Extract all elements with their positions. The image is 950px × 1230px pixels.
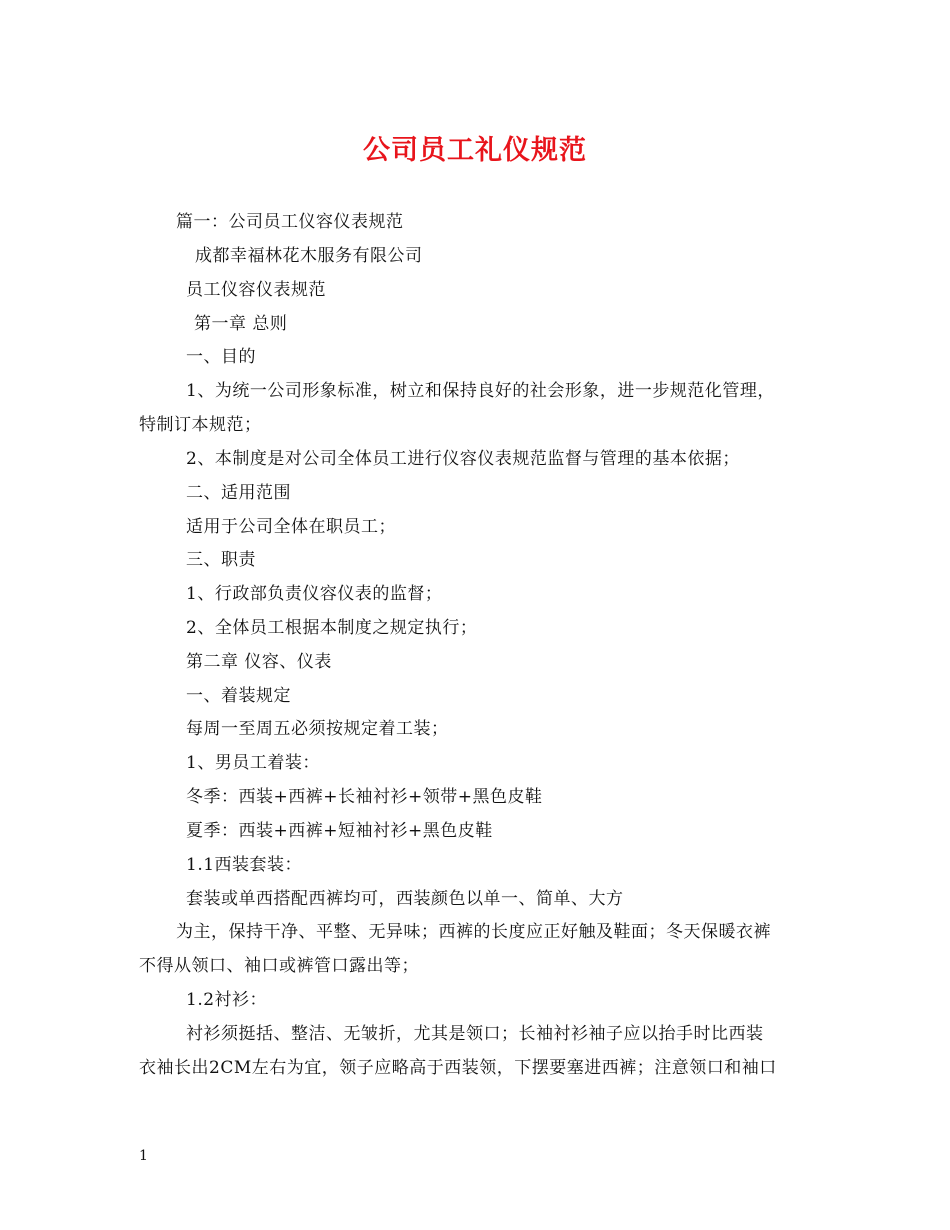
document-title: 公司员工礼仪规范: [363, 135, 587, 166]
text-line: 为主，保持干净、平整、无异味；西裤的长度应正好触及鞋面；冬天保暖衣裤: [176, 922, 771, 942]
text-line: 衣袖长出2CM左右为宜，领子应略高于西装领，下摆要塞进西裤；注意领口和袖口: [139, 1058, 777, 1078]
text-line: 1.2衬衫：: [186, 990, 268, 1010]
text-line: 1.1西装套装：: [186, 855, 303, 875]
text-line: 2、全体员工根据本制度之规定执行；: [186, 618, 478, 638]
text-line: 冬季：西装+西裤+长袖衬衫+领带+黑色皮鞋: [186, 787, 543, 807]
text-line: 不得从领口、袖口或裤管口露出等；: [139, 956, 419, 976]
text-line: 一、目的: [186, 347, 256, 367]
text-line: 员工仪容仪表规范: [186, 280, 326, 300]
text-line: 1、男员工着装：: [186, 753, 320, 773]
text-line: 1、行政部负责仪容仪表的监督；: [186, 584, 443, 604]
text-line: 成都幸福林花木服务有限公司: [195, 246, 423, 266]
text-line: 第二章 仪容、仪表: [186, 652, 332, 672]
text-line: 每周一至周五必须按规定着工装；: [186, 719, 449, 739]
text-line: 衬衫须挺括、整洁、无皱折，尤其是领口；长袖衬衫袖子应以抬手时比西装: [186, 1024, 764, 1044]
text-line: 三、职责: [186, 550, 256, 570]
text-line: 篇一：公司员工仪容仪表规范: [176, 212, 404, 232]
text-line: 适用于公司全体在职员工；: [186, 517, 396, 537]
text-line: 套装或单西搭配西裤均可，西装颜色以单一、简单、大方: [186, 889, 624, 909]
text-line: 夏季：西装+西裤+短袖衬衫+黑色皮鞋: [186, 821, 493, 841]
text-line: 第一章 总则: [194, 314, 288, 334]
text-line: 二、适用范围: [186, 483, 291, 503]
page-number: 1: [139, 1148, 148, 1164]
text-line: 1、为统一公司形象标准，树立和保持良好的社会形象，进一步规范化管理，: [186, 381, 775, 401]
text-line: 2、本制度是对公司全体员工进行仪容仪表规范监督与管理的基本依据；: [186, 449, 740, 469]
text-line: 一、着装规定: [186, 686, 291, 706]
text-line: 特制订本规范；: [139, 415, 262, 435]
